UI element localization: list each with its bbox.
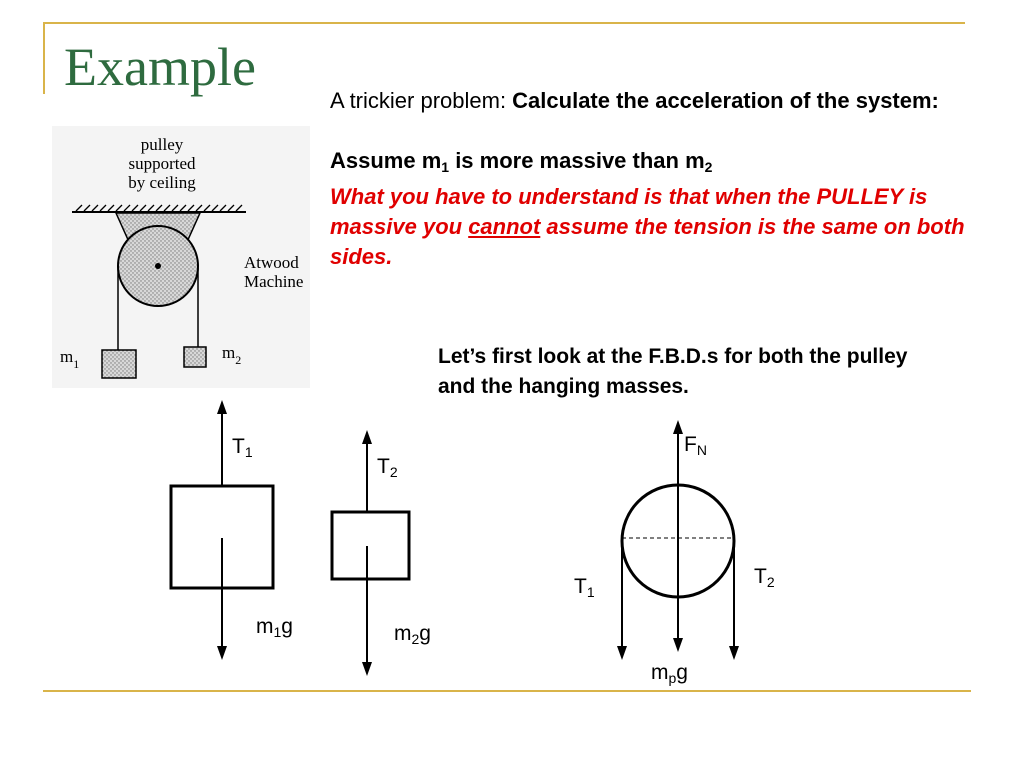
fbd-label-fn: $F_N$: [684, 433, 707, 458]
note-part2: assume the tension is the same on both sides.: [330, 214, 965, 269]
intro-bold: Calculate the acceleration of the system:: [512, 88, 939, 113]
atwood-machine-figure: [52, 126, 310, 388]
fbd-label-t1: $T_1$: [232, 435, 253, 460]
figure-label-ceiling: by ceiling: [128, 173, 196, 192]
fbd-lead-text: Let’s first look at the F.B.D.s for both the pulley and the hanging masses.: [438, 345, 908, 398]
assume-sub2: 2: [704, 159, 713, 175]
assume-sub1: 1: [441, 159, 450, 175]
mass-m1-block: [102, 350, 136, 378]
fbd-label-m2g: $m_2g$: [394, 622, 431, 647]
intro-prefix: A trickier problem:: [330, 88, 513, 113]
note-underlined: cannot: [468, 214, 541, 239]
assume-mid: is more massive than m: [449, 148, 705, 173]
note-part1: What you have to understand is that when the PULLEY is massive you: [330, 184, 928, 239]
fbd-label-m1g: $m_1g$: [256, 615, 293, 640]
figure-label-atwood: Atwood: [244, 253, 299, 272]
fbd-label-pulley-t2: $T_2$: [754, 565, 775, 590]
mass-m2-block: [184, 347, 206, 367]
pulley-axle: [155, 263, 161, 269]
figure-label-machine: Machine: [244, 272, 304, 291]
fbd-pulley: [617, 420, 739, 660]
figure-label-m2: $m_2$: [222, 343, 242, 367]
figure-label-pulley: pulley: [140, 135, 184, 154]
assume-prefix: Assume m: [330, 148, 442, 173]
fbd-label-t2: $T_2$: [377, 455, 398, 480]
figure-label-m1: $m_1$: [60, 347, 80, 371]
fbd-label-pulley-t1: $T_1$: [574, 575, 595, 600]
fbd-label-mpg: $m_pg$: [651, 661, 688, 686]
figure-label-supported: supported: [128, 154, 196, 173]
slide-title: Example: [64, 37, 256, 97]
fbd-m2-box: [332, 512, 409, 579]
